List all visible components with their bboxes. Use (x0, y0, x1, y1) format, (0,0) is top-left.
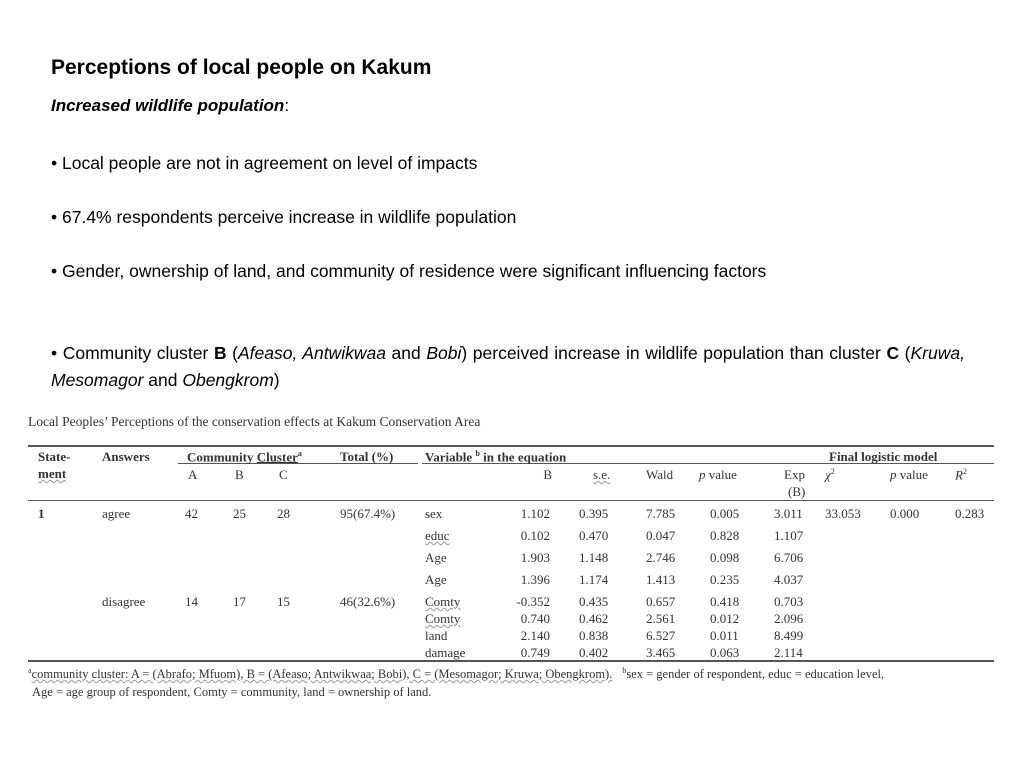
slide-subtitle (51, 96, 289, 116)
cell-p: 0.235 (710, 572, 740, 587)
subtitle-text: Increased wildlife population (51, 96, 285, 115)
header-col-se: s.e. (593, 467, 611, 482)
footnote-sup: a (28, 666, 32, 675)
community-names: Bobi (426, 343, 462, 363)
header-col-c: C (279, 467, 288, 482)
cell-chi2: 33.053 (825, 506, 861, 521)
header-text: R (955, 467, 963, 483)
header-statement: State- (38, 449, 71, 464)
cell-coef: 0.740 (520, 611, 550, 626)
cell-exp: 2.114 (774, 645, 803, 660)
cell-p: 0.011 (710, 628, 739, 643)
cell-exp: 8.499 (774, 628, 804, 643)
cell-wald: 3.465 (646, 645, 676, 660)
cell-exp: 1.107 (774, 528, 804, 543)
cell-se: 1.148 (579, 550, 609, 565)
header-sup: b (475, 449, 480, 458)
header-col-p (699, 467, 737, 483)
header-total: Total (%) (340, 449, 394, 464)
bullet-item (51, 340, 965, 394)
header-text: value (705, 467, 737, 482)
footnote-text: community cluster: A = (Abrafo; Mfuom), B = (Afeaso; Antwikwaa; Bobi), C = (Mesomagor; Kruwa; Obengkrom). (31, 667, 613, 682)
bullet-item: • 67.4% respondents perceive increase in wildlife population (51, 207, 517, 227)
bullet-text: ) perceived increase in wildlife population than cluster (461, 343, 887, 363)
cell-coef: 1.396 (520, 572, 550, 587)
header-answers: Answers (102, 449, 150, 464)
community-names: Afeaso, Antwikwaa (238, 343, 386, 363)
header-community-cluster (187, 449, 302, 465)
cell-exp: 6.706 (774, 550, 804, 565)
cell-a: 42 (185, 506, 198, 521)
cell-se: 0.462 (579, 611, 609, 626)
cell-variable: educ (425, 528, 450, 543)
header-text: in the equation (483, 449, 567, 465)
cell-wald: 1.413 (646, 572, 676, 587)
cell-total: 95(67.4%) (340, 506, 396, 521)
cell-se: 0.435 (579, 594, 609, 609)
cell-variable: damage (425, 645, 466, 660)
header-sup: 2 (962, 467, 967, 476)
cell-se: 1.174 (579, 572, 609, 587)
cell-p: 0.418 (710, 594, 740, 609)
header-col-chi2 (825, 467, 835, 483)
cell-variable: land (425, 628, 448, 643)
cell-coef: 1.102 (520, 506, 550, 521)
subtitle-suffix: : (284, 96, 290, 115)
header-col-p2 (890, 467, 928, 483)
cell-variable: Comty (425, 594, 461, 609)
header-col-b: B (235, 467, 244, 482)
cell-b: 25 (233, 506, 246, 521)
header-text: p (890, 467, 897, 482)
cell-wald: 2.561 (646, 611, 676, 626)
bullet-text: ( (899, 343, 911, 363)
slide-title: Perceptions of local people on Kakum (51, 56, 432, 79)
cell-wald: 6.527 (646, 628, 676, 643)
table-rule-top (28, 445, 994, 447)
footnote-sup: b (622, 666, 627, 675)
cell-variable: Age (425, 550, 447, 565)
cell-c: 15 (277, 594, 290, 609)
cell-coef: 0.102 (520, 528, 550, 543)
bullet-item: • Local people are not in agreement on level of impacts (51, 153, 478, 173)
community-names: Obengkrom (182, 370, 274, 390)
cell-p: 0.063 (710, 645, 740, 660)
cell-se: 0.838 (579, 628, 609, 643)
header-text: p (699, 467, 706, 482)
community-names: Kruwa, Mesomagor (51, 343, 965, 390)
cell-p: 0.012 (710, 611, 740, 626)
header-text: Cluster (256, 449, 298, 465)
cell-coef: 2.140 (520, 628, 550, 643)
cell-p: 0.828 (710, 528, 740, 543)
cell-b: 17 (233, 594, 246, 609)
cell-coef: 0.749 (520, 645, 550, 660)
cell-total: 46(32.6%) (340, 594, 396, 609)
cell-p: 0.005 (710, 506, 740, 521)
header-final-model: Final logistic model (829, 449, 938, 464)
footnote-text: sex = gender of respondent, educ = education level, (626, 667, 885, 682)
cell-coef: 1.903 (520, 550, 550, 565)
header-col-exp: (B) (788, 484, 806, 499)
cell-se: 0.395 (579, 506, 609, 521)
header-text: Variable (425, 449, 473, 465)
header-variable (425, 449, 566, 465)
header-col-a: A (188, 467, 198, 482)
cell-exp: 4.037 (774, 572, 804, 587)
table-rule-header (28, 500, 994, 501)
cell-variable: Age (425, 572, 447, 587)
cell-wald: 7.785 (646, 506, 676, 521)
cell-final-p: 0.000 (890, 506, 920, 521)
cell-coef: -0.352 (516, 594, 550, 609)
cell-variable: Comty (425, 611, 461, 626)
header-statement: ment (38, 466, 67, 481)
header-col-coef: B (543, 467, 552, 482)
cell-a: 14 (185, 594, 198, 609)
cluster-c-label: C (886, 343, 900, 363)
table-caption: Local Peoples’ Perceptions of the conservation effects at Kakum Conservation Area (28, 414, 481, 429)
cell-wald: 0.047 (646, 528, 676, 543)
cell-exp: 2.096 (774, 611, 804, 626)
cell-r2: 0.283 (955, 506, 985, 521)
header-text: χ (825, 467, 831, 483)
table-footnote: Age = age group of respondent, Comty = community, land = ownership of land. (32, 685, 432, 699)
header-col-wald: Wald (646, 467, 674, 482)
bullet-text: ) (273, 370, 280, 390)
cell-statement: 1 (38, 506, 45, 521)
cell-se: 0.470 (579, 528, 609, 543)
bullet-text: ( (226, 343, 238, 363)
cluster-b-label: B (213, 343, 227, 363)
header-text: value (896, 467, 928, 482)
cell-p: 0.098 (710, 550, 740, 565)
cell-answer: agree (102, 506, 131, 521)
header-sup: 2 (830, 467, 835, 476)
bullet-text: and (385, 343, 427, 363)
header-text: Community (187, 449, 254, 465)
cell-variable: sex (425, 506, 443, 521)
table-footnote (28, 666, 884, 682)
cell-se: 0.402 (579, 645, 609, 660)
header-col-r2 (955, 467, 967, 483)
cell-wald: 0.657 (646, 594, 676, 609)
header-sup: a (297, 449, 302, 458)
bullet-text: • Community cluster (51, 343, 214, 363)
header-col-exp: Exp (784, 467, 805, 482)
cell-wald: 2.746 (646, 550, 676, 565)
bullet-item: • Gender, ownership of land, and community of residence were significant influencing factors (51, 261, 767, 281)
bullet-text: and (143, 370, 183, 390)
cell-c: 28 (277, 506, 290, 521)
cell-answer: disagree (102, 594, 146, 609)
cell-exp: 0.703 (774, 594, 804, 609)
cell-exp: 3.011 (774, 506, 803, 521)
